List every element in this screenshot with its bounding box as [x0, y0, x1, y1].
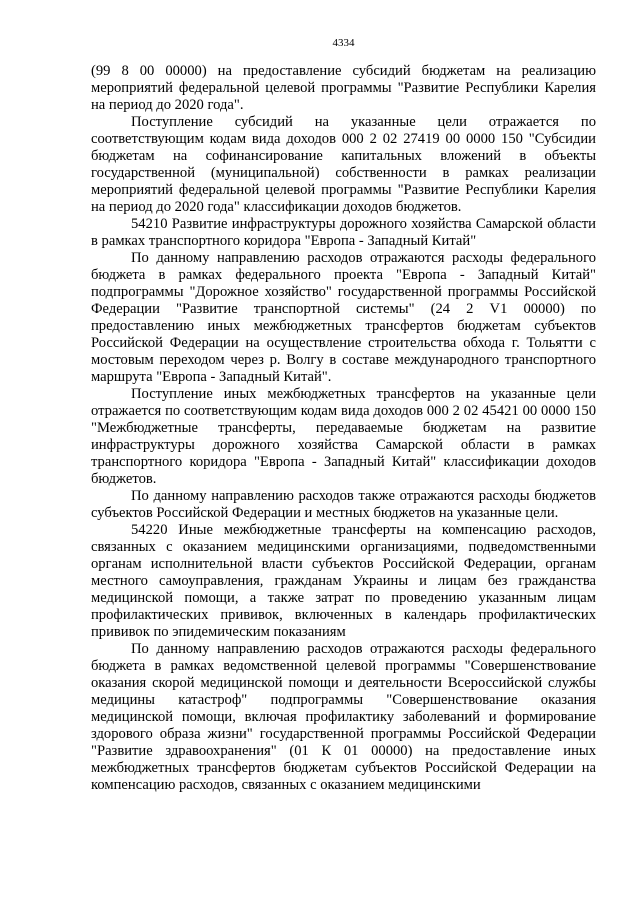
paragraph-2: Поступление субсидий на указанные цели отражается по соответствующим кодам вида доходов 000 2 02 27419 00 0000 150 "Субсидии бюджетам на софинансирование капитальных вложений в объекты государственной (муниципальной) собственности в рамках реализации мероприятий федеральной целевой программы "Развитие Республики Карелия на период до 2020 года" классификации доходов бюджетов. [91, 114, 596, 215]
paragraph-1: (99 8 00 00000) на предоставление субсидий бюджетам на реализацию мероприятий федеральной целевой программы "Развитие Республики Карелия на период до 2020 года". [91, 63, 596, 113]
page-number: 4334 [332, 37, 355, 49]
paragraph-4: По данному направлению расходов отражаются расходы федерального бюджета в рамках федерального проекта "Европа - Западный Китай" подпрограммы "Дорожное хозяйство" государственной программы Российской Федерации "Развитие транспортной системы" (24 2 V1 00000) по предоставлению иных межбюджетных трансфертов бюджетам субъектов Российской Федерации на осуществление строительства обхода г. Тольятти с мостовым переходом через р. Волгу в составе международного транспортного маршрута "Европа - Западный Китай". [91, 250, 596, 385]
paragraph-6: По данному направлению расходов также отражаются расходы бюджетов субъектов Российской Федерации и местных бюджетов на указанные цели. [91, 488, 596, 521]
paragraph-8: По данному направлению расходов отражаются расходы федерального бюджета в рамках ведомственной целевой программы "Совершенствование оказания скорой медицинской помощи и деятельности Всероссийской службы медицины катастроф" подпрограммы "Совершенствование оказания медицинской помощи, включая профилактику заболеваний и формирование здорового образа жизни" государственной программы Российской Федерации "Развитие здравоохранения" (01 К 01 00000) на предоставление иных межбюджетных трансфертов бюджетам субъектов Российской Федерации на компенсацию расходов, связанных с оказанием медицинскими [91, 641, 596, 793]
paragraph-5: Поступление иных межбюджетных трансфертов на указанные цели отражается по соответствующим кодам вида доходов 000 2 02 45421 00 0000 150 "Межбюджетные трансферты, передаваемые бюджетам на развитие инфраструктуры дорожного хозяйства Самарской области в рамках транспортного коридора "Европа - Западный Китай" классификации доходов бюджетов. [91, 386, 596, 487]
paragraph-7: 54220 Иные межбюджетные трансферты на компенсацию расходов, связанных с оказанием медицинскими организациями, подведомственными органам исполнительной власти субъектов Российской Федерации, органам местного самоуправления, гражданам Украины и лицам без гражданства медицинской помощи, а также затрат по проведению указанным лицам профилактических прививок, включенных в календарь профилактических прививок по эпидемическим показаниям [91, 522, 596, 640]
paragraph-3: 54210 Развитие инфраструктуры дорожного хозяйства Самарской области в рамках транспортного коридора "Европа - Западный Китай" [91, 216, 596, 249]
